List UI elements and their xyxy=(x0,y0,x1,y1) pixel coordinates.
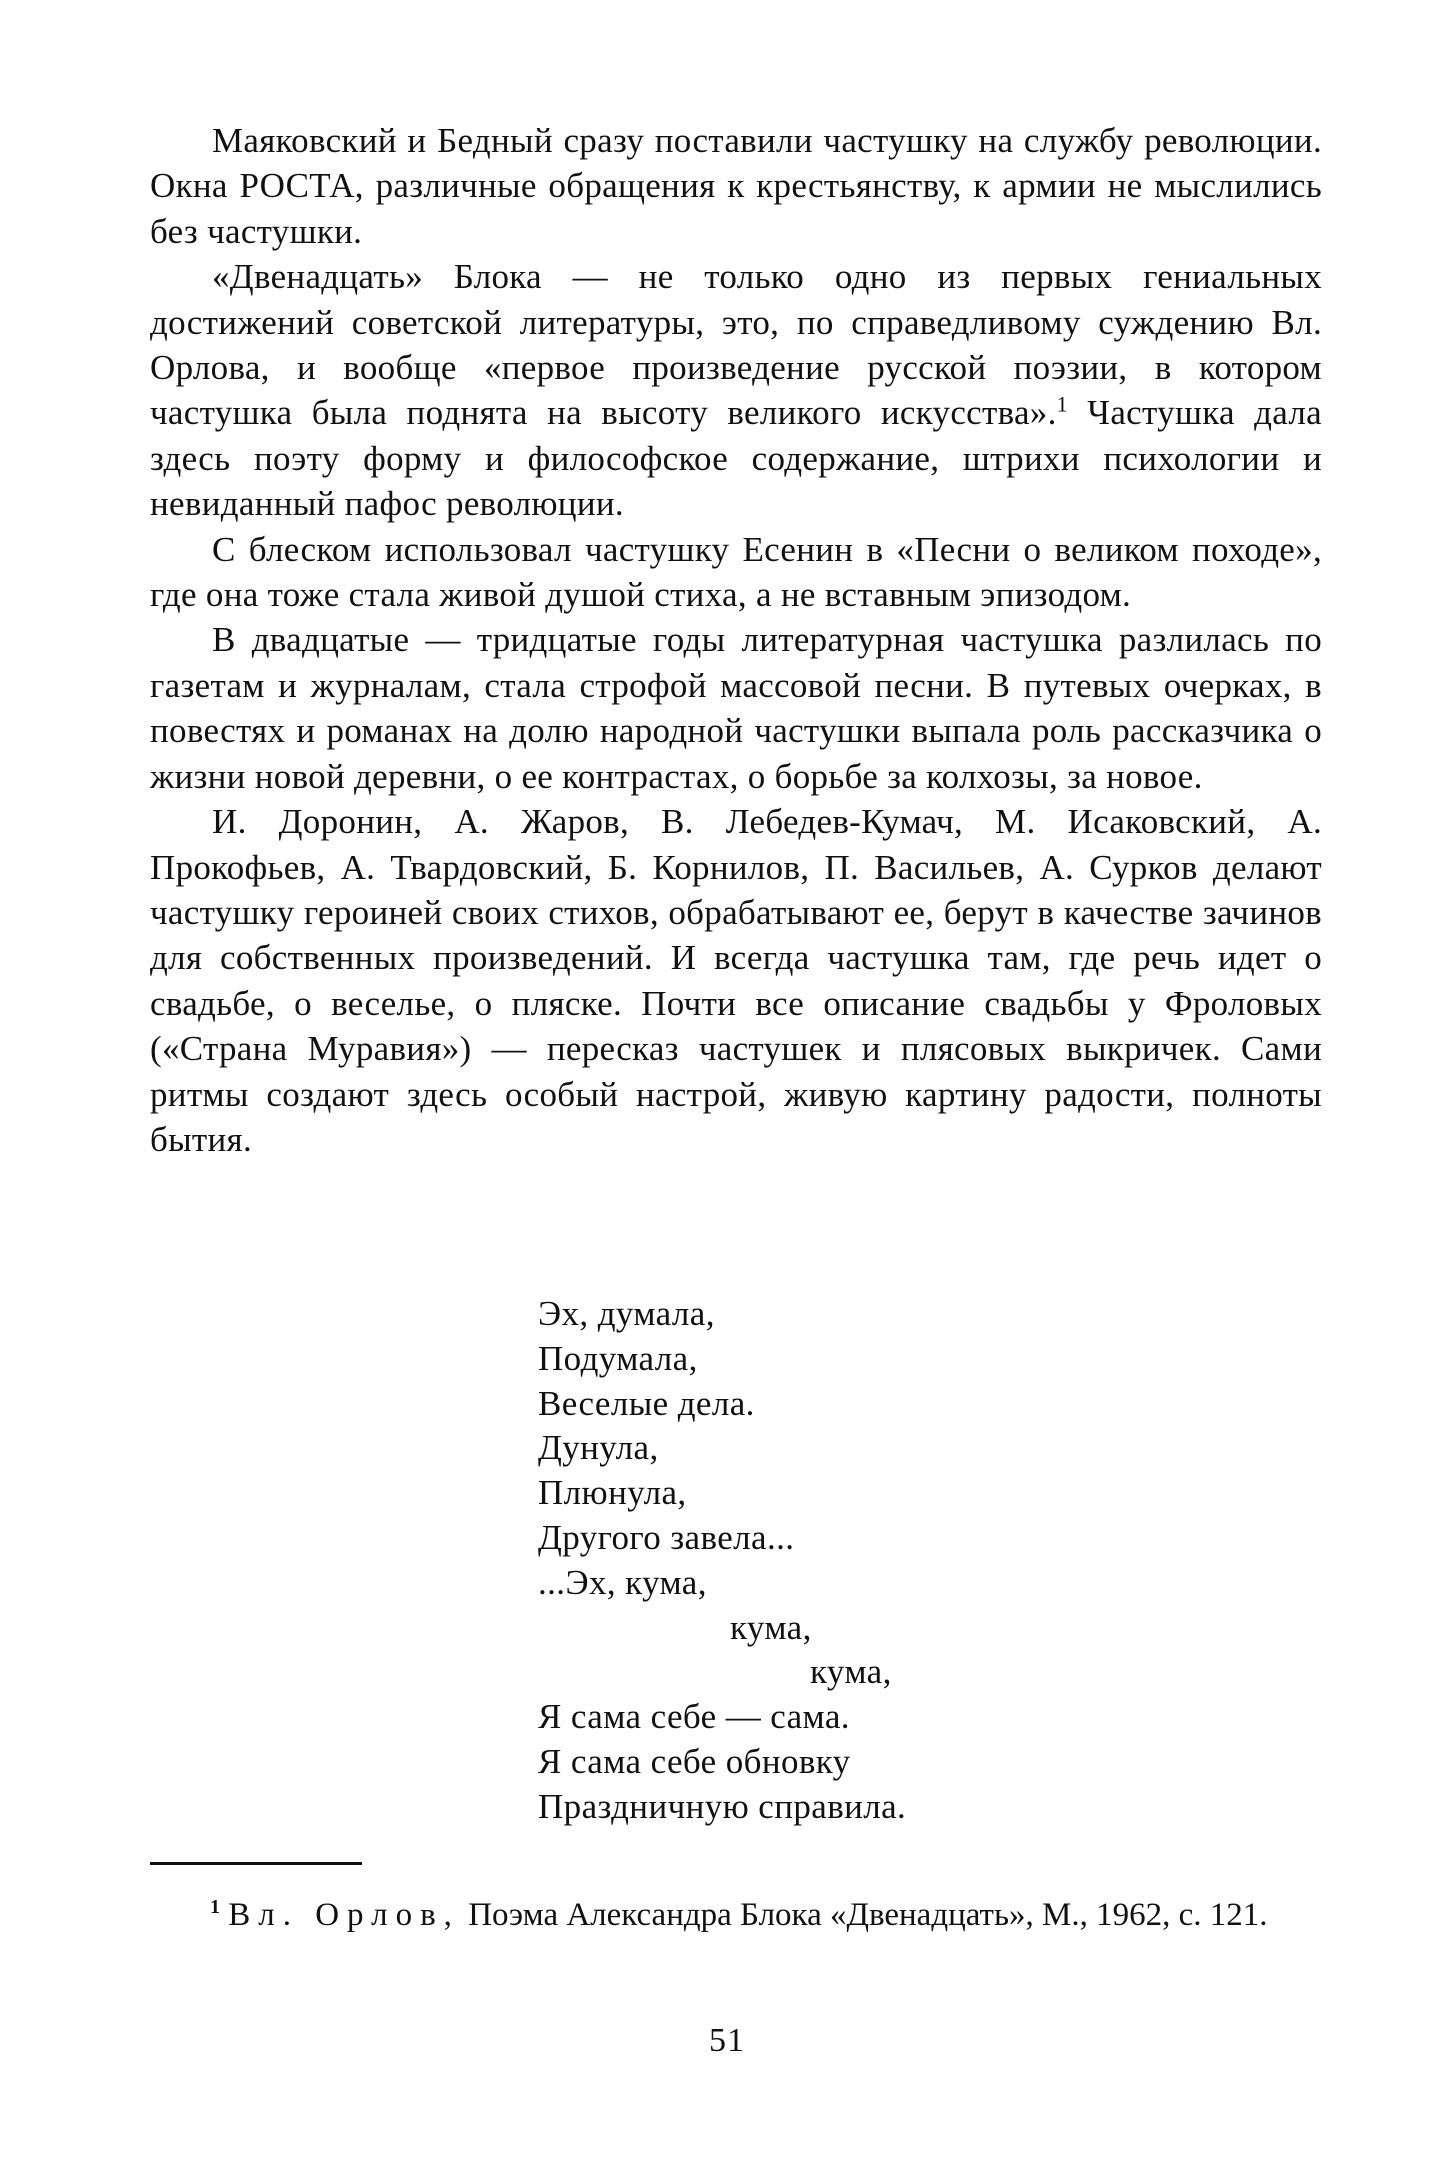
poem-line: Плюнула, xyxy=(538,1473,687,1513)
footnote-divider xyxy=(150,1862,362,1865)
paragraph-5: И. Доронин, А. Жаров, В. Лебедев-Кумач, М. Исаковский, А. Прокофьев, А. Твардовский, Б. Корнилов, П. Васильев, А. Сурков делают частушку героиней своих стихов, обрабатывают ее, берут в качестве зачинов для собственных произведений. И всегда частушка там, где речь идет о свадьбе, о веселье, о пляске. Почти все описание свадьбы у Фроловых («Страна Муравия») — пересказ частушек и плясовых выкричек. Сами ритмы создают здесь особый настрой, живую картину радости, полноты бытия. xyxy=(150,802,1322,1159)
footnote-marker: 1 xyxy=(210,1896,220,1918)
poem-line: Дунула, xyxy=(538,1428,659,1468)
poem-line-indented: кума, xyxy=(810,1652,892,1692)
footnote-text: Поэма Александра Блока «Двенадцать», М., 1962, с. 121. xyxy=(459,1897,1268,1933)
paragraph-2 xyxy=(150,254,1322,526)
page-number: 51 xyxy=(709,2022,745,2059)
paragraph-4: В двадцатые — тридцатые годы литературная частушка разлилась по газетам и журналам, стала строфой массовой песни. В путевых очерках, в повестях и романах на долю народной частушки выпала роль рассказчика о жизни новой деревни, о ее контрастах, о борьбе за колхозы, за новое. xyxy=(150,620,1322,796)
paragraph-2-text: «Двенадцать» Блока — не только одно из первых гениальных достижений советской литературы, это, по справедливому суждению Вл. Орлова, и вообще «первое произведение русской поэзии, в котором частушка была поднята на высоту великого искусства». xyxy=(150,257,1322,433)
paragraph-2-continuation: Частушка дала здесь поэту форму и философское содержание, штрихи психологии и невиданный пафос революции. xyxy=(150,393,1322,524)
poem-line: Я сама себе обновку xyxy=(538,1741,851,1781)
chastushka-poem xyxy=(538,1292,906,1830)
footnote xyxy=(150,1892,1322,1938)
poem-line: ...Эх, кума, xyxy=(538,1562,707,1602)
poem-line: Я сама себе — сама. xyxy=(538,1697,850,1737)
poem-line: Другого завела... xyxy=(538,1517,795,1557)
paragraph-1: Маяковский и Бедный сразу поставили частушку на службу революции. Окна РОСТА, различные обращения к крестьянству, к армии не мыслились без частушки. xyxy=(150,121,1322,251)
poem-line: Праздничную справила. xyxy=(538,1786,907,1826)
paragraph-3: С блеском использовал частушку Есенин в «Песни о великом походе», где она тоже стала живой душой стиха, а не вставным эпизодом. xyxy=(150,529,1322,615)
footnote-reference[interactable]: 1 xyxy=(1056,391,1068,417)
poem-line-indented: кума, xyxy=(730,1607,812,1647)
main-text xyxy=(150,118,1322,1162)
poem-line: Эх, думала, xyxy=(538,1294,715,1333)
footnote-author: Вл. Орлов, xyxy=(228,1897,460,1933)
poem-line: Подумала, xyxy=(538,1338,698,1378)
poem-line: Веселые дела. xyxy=(538,1383,755,1423)
